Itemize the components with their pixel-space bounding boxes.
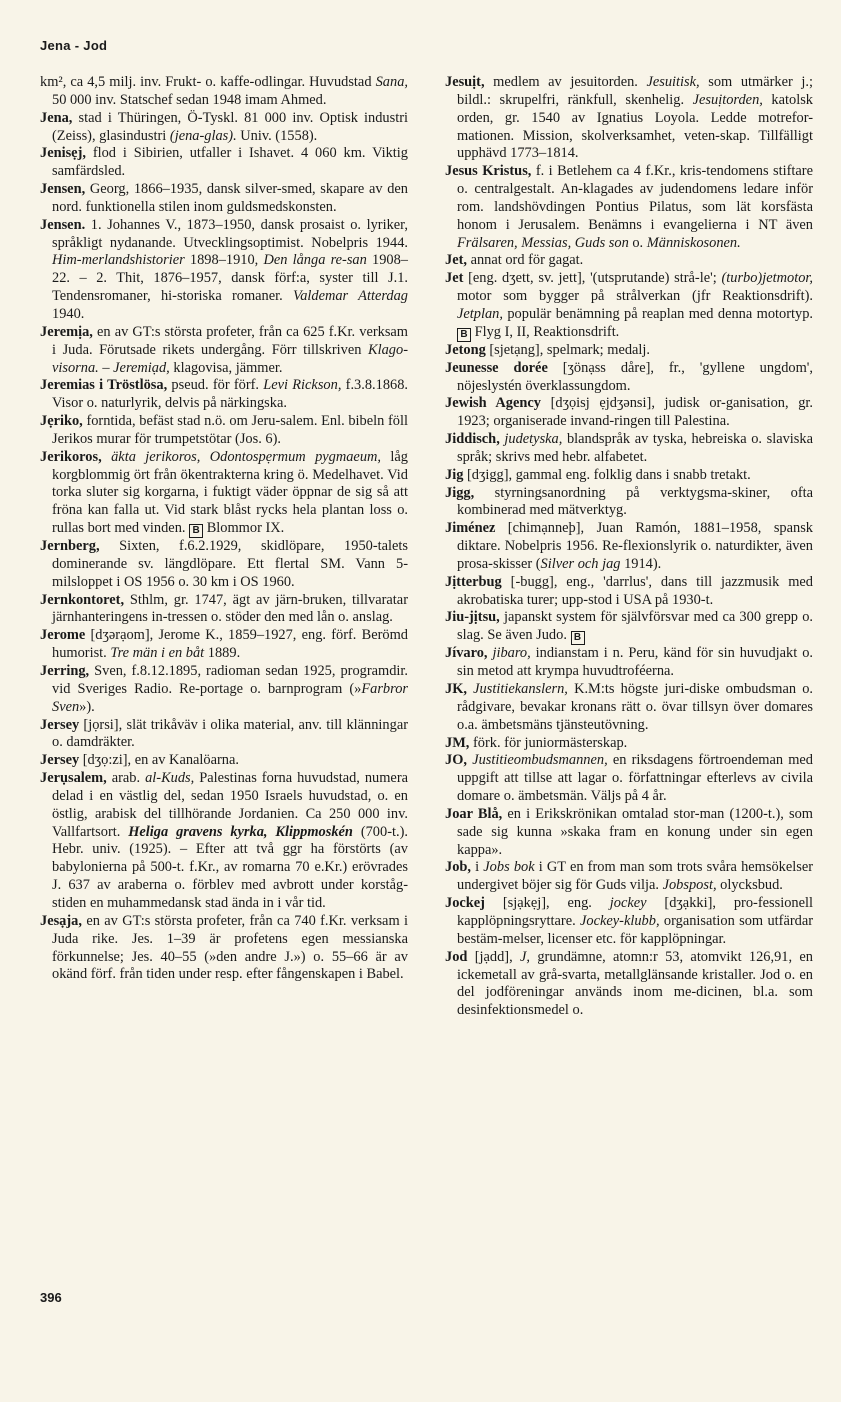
dictionary-entry <box>445 485 813 521</box>
entry-text: [jạdd], <box>467 948 521 965</box>
entry-text: grundämne, atomn:r 53, atomvikt 126,91, en ickemetall av grå-svarta, metallglänsande kristaller. Jod o. en del jodföreningar används inom me-dicinen, bl.a. som desinfektionsmedel o. <box>457 948 813 1019</box>
entry-italic-text: Valdemar Atterdag <box>293 288 408 305</box>
entry-text: [eng. dʒett, sv. jett], '(utsprutande) strå-le'; <box>463 270 722 287</box>
entry-text: en av GT:s största profeter, från ca 740 f.Kr. verksam i Juda rike. Jes. 1–39 är profetens egen messianska förkunnelse; Jes. 40–55 (»den andre J.») o. 55–66 är av okänd förf. från tiden under resp. efter fångenskapen i Babel. <box>52 912 408 983</box>
entry-headword: Jewish Agency <box>445 395 541 412</box>
dictionary-entry <box>445 520 813 574</box>
entry-italic-text: Tre män i en båt <box>110 645 205 662</box>
entry-headword: Jerring, <box>40 663 90 679</box>
dictionary-entry <box>40 627 408 663</box>
entry-text: Sven, f.8.12.1895, radioman sedan 1925, programdir. vid Sveriges Radio. Re-portage o. barnprogram (» <box>52 663 408 697</box>
entry-italic-text: Jobs bok <box>483 859 535 876</box>
entry-italic-text: Sana, <box>375 74 408 90</box>
entry-text: 1914). <box>620 555 662 572</box>
entry-italic-text: Him-merlandshistorier <box>52 252 185 269</box>
entry-text: [dʒạkki], pro-fessionell kapplöpningsryttare. <box>457 895 813 929</box>
entry-italic-text: Klago-visorna. <box>52 341 408 376</box>
running-head: Jena - Jod <box>40 38 108 53</box>
entry-text: en av GT:s största profeter, från ca 625 f.Kr. verksam i Juda. Förutsade rikets undergång. Förr tillskriven <box>52 323 408 358</box>
entry-text: Sthlm, gr. 1747, ägt av järn-bruken, tillvaratar järnhanteringens in-tressen o. stöder den med lån o. anslag. <box>52 591 408 626</box>
dictionary-entry <box>445 895 813 949</box>
entry-headword: Jersey <box>40 752 80 769</box>
entry-text: Georg, 1866–1935, dansk silver-smed, skapare av den nord. funktionella stilen inom guldsmedskonsten. <box>52 181 408 215</box>
entry-text: Univ. (1558). <box>236 127 318 144</box>
entry-headword: Jernberg, <box>40 538 100 555</box>
entry-headword: Jesuịt, <box>445 74 485 90</box>
entry-italic-text: Jesuịtorden, <box>692 91 763 108</box>
entry-text: Palestinas forna huvudstad, numera delad i en västlig del, sedan 1950 Israels huvudstad, o. en östlig, arabisk del tillhörande Jordanien. Ca 250 000 inv. Vallfartsort. <box>52 770 409 840</box>
entry-headword: Jerome <box>40 627 86 644</box>
entry-headword: Jetong <box>445 341 486 358</box>
entry-text: 1940. <box>52 305 85 322</box>
entry-italic-text: Den långa re-san <box>263 252 367 269</box>
entry-text: f. i Betlehem ca 4 f.Kr., kris-tendomens stiftare o. centralgestalt. An-klagades av judendomens ledare inför rom. landshövdingen Pontius Pilatus, som lät korsfästa honom i Jerusalem. Benämns i evangelierna i NT även <box>457 163 813 233</box>
entry-italic-text: Jetplan, <box>457 305 503 322</box>
dictionary-entry <box>445 74 813 163</box>
entry-text: Blommor IX. <box>203 520 285 537</box>
entry-italic-text: Justitieombudsmannen, <box>472 752 608 769</box>
entry-text: populär benämning på reaplan med denna motortyp. <box>502 305 813 322</box>
entry-text: [sjetạng], spelmark; medalj. <box>485 341 651 358</box>
entry-text: [dʒọisj ẹjdʒənsi], judisk or-ganisation, gr. 1923; organiserade invand-ringen till Palestina. <box>457 395 813 430</box>
entry-text <box>102 449 111 465</box>
dictionary-entry <box>445 806 813 860</box>
entry-italic-text: Justitiekanslern, <box>473 681 568 697</box>
entry-text: [sjạkẹj], eng. <box>484 895 610 912</box>
dictionary-entry <box>445 342 813 360</box>
entry-headword: Jet, <box>445 252 467 269</box>
entry-headword: Jerụsalem, <box>40 770 107 787</box>
entry-headword: Jernkontoret, <box>40 591 125 608</box>
entry-headword: Jigg, <box>445 484 475 501</box>
entry-headword: Jẹriko, <box>40 413 83 430</box>
entry-italic-text: (turbo)jetmotor, <box>721 270 813 287</box>
entry-italic-text: Frälsaren, Messias, Guds son <box>457 234 629 251</box>
entry-text: låg korgblommig ört från ökentrakterna kring ö. Medelhavet. Vid torka sluter sig korgarna, i fuktigt väder öppnar de sig så att fröna kan falla ut. Vid stark blåst rycks hela plantan loss o. rullas bort med vinden. <box>52 448 409 537</box>
dictionary-entry <box>40 663 408 717</box>
entry-headword: Jet <box>445 270 464 287</box>
entry-text: forntida, befäst stad n.ö. om Jeru-salem. Enl. bibeln föll Jerikos murar för trumpetstötar (Jos. 6). <box>52 413 408 447</box>
entry-headword: Jiddisch, <box>445 431 500 448</box>
entry-text: medlem av jesuitorden. <box>484 74 647 90</box>
entry-italic-text: äkta jerikoros, Odontospẹrmum pygmaeum, <box>111 448 382 465</box>
entry-headword: Jenisẹj, <box>40 145 86 162</box>
dictionary-entry <box>445 645 813 681</box>
entry-text: klagovisa, jämmer. <box>169 359 283 376</box>
entry-text: [dʒọ:zi], en av Kanalöarna. <box>79 752 239 769</box>
entry-headword: Jịtterbug <box>445 573 502 590</box>
entry-headword: Jensen. <box>40 216 86 233</box>
left-column <box>40 74 408 984</box>
entry-text: Sixten, f.6.2.1929, skidlöpare, 1950-talets dominerande sv. längdlöpare. Ett flertal SM. Vann 5-milsloppet i OS 1956 o. 30 km i OS 1960. <box>52 538 408 590</box>
entry-text: [ʒönạss dåre], fr., 'gyllene ungdom', nöjeslystén överklassungdom. <box>457 359 813 394</box>
dictionary-entry <box>40 413 408 449</box>
dictionary-entry <box>40 752 408 770</box>
entry-italic-text: Jesuitisk, <box>646 74 700 90</box>
entry-italic-text: Levi Rickson, <box>263 377 342 394</box>
entry-italic-text: Farbror Sven <box>52 680 408 715</box>
entry-text: 1898–1910, <box>184 252 264 269</box>
entry-headword: Jig <box>445 466 464 483</box>
dictionary-entry <box>445 467 813 485</box>
entry-italic-text: Jobspost, <box>662 877 717 894</box>
entry-italic-text: Jeremiạd, <box>113 359 170 376</box>
entry-text: [dʒərạom], Jerome K., 1859–1927, eng. förf. Berömd humorist. <box>52 627 408 662</box>
entry-text: styrningsanordning på verktygsma-skiner, ofta kombinerad med mätverktyg. <box>457 484 813 519</box>
entry-text: indianstam i n. Peru, känd för sin huvudjakt o. sin metod att krympa huvudtroféerna. <box>457 645 813 680</box>
entry-text: japanskt system för självförsvar med ca 300 grepp o. slag. Se även Judo. <box>457 609 813 644</box>
entry-text: 1908–22. – 2. Thit, 1876–1957, dansk förf:a, syster till J.1. Tendensromaner, hi-storiska romaner. <box>52 252 408 305</box>
dictionary-entry <box>40 181 408 217</box>
entry-text: olycksbud. <box>716 877 783 894</box>
entry-headword: Jívaro, <box>445 645 488 662</box>
dictionary-entry <box>445 859 813 895</box>
dictionary-entry <box>40 217 408 324</box>
reference-box-icon: B <box>571 631 585 645</box>
entry-text: pseud. för förf. <box>167 377 264 394</box>
entry-bold-italic-text: Heliga gravens kyrka, Klippmoskén <box>128 823 353 840</box>
entry-headword: JM, <box>445 734 470 751</box>
entry-headword: Jod <box>445 948 468 965</box>
entry-text: en i Erikskrönikan omtalad stor-man (1200-t.), som sade sig kunna »skaka fram en konung under sin egen kappa». <box>457 805 814 858</box>
entry-text: som utmärker j.; bildl.: skrupelfri, ränkfull, skenhelig. <box>457 74 813 108</box>
entry-italic-text: jockey <box>609 895 647 912</box>
dictionary-entry <box>445 752 813 806</box>
entry-headword: Jiu-jịtsu, <box>445 609 500 626</box>
entry-text: 1. Johannes V., 1873–1950, dansk prosaist o. lyriker, språkligt nydanande. Utvecklingsoptimist. Nobelpris 1944. <box>52 216 408 251</box>
entry-text: [jọrsi], slät trikåväv i olika material, anv. till klänningar o. damdräkter. <box>52 716 408 751</box>
entry-headword: Jiménez <box>445 520 496 537</box>
right-column <box>445 74 813 1020</box>
entry-headword: Jerikoros, <box>40 448 102 465</box>
dictionary-entry <box>445 949 813 1020</box>
entry-text: flod i Sibirien, utfaller i Ishavet. 4 060 km. Viktig samfärdsled. <box>52 145 408 180</box>
entry-headword: JO, <box>445 752 467 769</box>
dictionary-entry <box>40 74 408 110</box>
entry-text: – <box>98 359 114 376</box>
entry-text: »). <box>79 698 95 715</box>
entry-italic-text: (jena-glas). <box>169 127 237 144</box>
entry-text: i GT en from man som trots svåra hemsökelser undergivet böjer sig för Guds vilja. <box>457 859 814 894</box>
entry-headword: Job, <box>445 859 471 876</box>
dictionary-entry <box>40 913 408 984</box>
dictionary-entry <box>445 574 813 610</box>
entry-text: [dʒigg], gammal eng. folklig dans i snabb tretakt. <box>463 466 751 483</box>
entry-text: annat ord för gagat. <box>466 252 584 269</box>
dictionary-entry <box>40 717 408 753</box>
page-number: 396 <box>40 1290 62 1305</box>
dictionary-entry <box>40 538 408 592</box>
entry-headword: Jeremias i Tröstlösa, <box>40 377 168 394</box>
entry-headword: Jesus Kristus, <box>445 163 532 180</box>
entry-headword: Jena, <box>40 109 73 126</box>
dictionary-entry <box>445 609 813 645</box>
entry-headword: Jockej <box>445 895 485 912</box>
dictionary-entry <box>40 449 408 538</box>
reference-box-icon: B <box>457 328 471 342</box>
entry-italic-text: judetyska, <box>504 431 563 448</box>
entry-text: [-bugg], eng., 'darrlus', dans till jazzmusik med akrobatiska turer; upp-stod i USA på 1930-t. <box>457 573 813 608</box>
dictionary-entry <box>445 360 813 396</box>
dictionary-entry <box>445 735 813 753</box>
entry-text: o. <box>628 234 647 251</box>
entry-text: i <box>471 859 484 876</box>
dictionary-entry <box>40 145 408 181</box>
entry-italic-text: al-Kuds, <box>145 770 195 787</box>
dictionary-entry <box>40 110 408 146</box>
entry-headword: Jesạja, <box>40 912 82 929</box>
entry-headword: Joar Blå, <box>445 805 503 822</box>
entry-headword: Jeunesse dorée <box>445 359 548 376</box>
entry-text: förk. för juniormästerskap. <box>469 734 628 751</box>
entry-text: (700-t.). Hebr. univ. (1925). – Efter att två ggr ha förstörts (av babylonierna på 500-t. f.Kr., av romarna 70 e.Kr.) erövrades J. 637 av araberna o. förblev med avbrott under korståg-stiden en muhammedansk stad ända in i vår tid. <box>52 823 408 911</box>
dictionary-entry <box>445 270 813 342</box>
dictionary-entry <box>40 324 408 378</box>
entry-italic-text: Människosonen. <box>646 234 741 251</box>
entry-text: motor som bygger på strålverkan (jfr Reaktionsdrift). <box>457 288 813 305</box>
dictionary-entry <box>445 163 813 252</box>
reference-box-icon: B <box>189 524 203 538</box>
entry-text: organisation som utfärdar bestäm-melser, licenser etc. för kapplöpningar. <box>457 912 813 947</box>
entry-italic-text: Jockey-klubb, <box>580 912 660 929</box>
entry-text: Flyg I, II, Reaktionsdrift. <box>471 323 620 340</box>
dictionary-entry <box>445 431 813 467</box>
dictionary-entry <box>445 395 813 431</box>
entry-text: [chimạnneþ], Juan Ramón, 1881–1958, spansk diktare. Nobelpris 1956. Re-flexionslyrik o. naturdikter, även prosa-skisser ( <box>457 520 813 572</box>
entry-italic-text: J, <box>520 948 531 965</box>
entry-text: f.3.8.1868. Visor o. naturlyrik, delvis på närkingska. <box>52 377 409 412</box>
dictionary-entry <box>40 770 408 913</box>
entry-text: katolsk orden, gr. 1540 av Ignatius Loyola. Ledde motrefor-mationen. Mission, skolverksamhet, veten-skap. Tillfälligt upphävd 1773–1814. <box>457 91 813 162</box>
entry-italic-text: Silver och jag <box>540 555 621 572</box>
entry-headword: Jeremịa, <box>40 323 93 340</box>
dictionary-entry <box>40 377 408 413</box>
entry-text: km², ca 4,5 milj. inv. Frukt- o. kaffe-odlingar. Huvudstad <box>40 74 376 90</box>
entry-text: K.M:ts högste juri-diske ombudsman o. rådgivare, bevakar kronans rätt o. övar tillsyn över domares o.a. ämbetsmäns tjänsteutövning. <box>457 681 813 733</box>
entry-text: blandspråk av tyska, hebreiska o. slaviska språk; skrivs med hebr. alfabetet. <box>457 431 813 465</box>
entry-text: arab. <box>106 770 146 787</box>
entry-text: stad i Thüringen, Ö-Tyskl. 81 000 inv. Optisk industri (Zeiss), glasindustri <box>52 109 408 144</box>
entry-italic-text: jibaro, <box>492 645 531 662</box>
entry-text: 50 000 inv. Statschef sedan 1948 imam Ahmed. <box>52 91 327 108</box>
dictionary-entry <box>445 252 813 270</box>
dictionary-entry <box>445 681 813 735</box>
dictionary-entry <box>40 592 408 628</box>
entry-headword: JK, <box>445 681 467 697</box>
entry-text: 1889. <box>204 645 241 662</box>
entry-headword: Jensen, <box>40 181 86 198</box>
entry-headword: Jersey <box>40 716 80 733</box>
entry-text: en riksdagens förtroendeman med uppgift att tillse att lagar o. författningar efterlevs av civila domare o. ämbetsmän. Väljs på 4 år. <box>457 752 813 805</box>
